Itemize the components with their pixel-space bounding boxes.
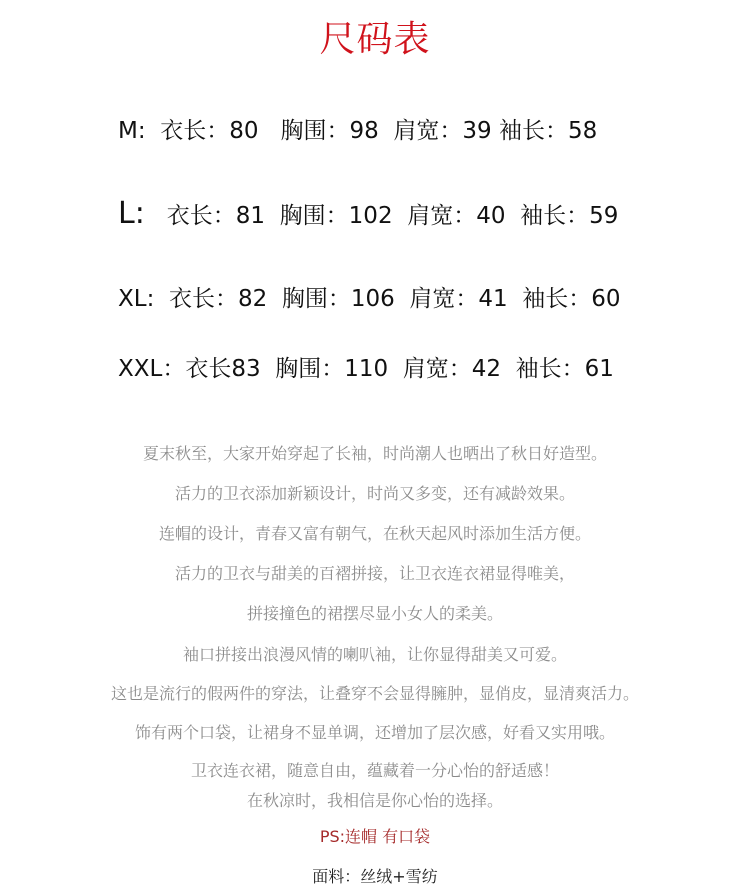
description-line: 连帽的设计，青春又富有朝气，在秋天起风时添加生活方便。	[158, 524, 591, 543]
length-value: 衣长：82	[168, 286, 268, 312]
length-value: 衣长83	[185, 356, 261, 382]
size-code: M:	[118, 118, 146, 144]
size-row-xxl	[0, 354, 750, 384]
chest-value: 胸围：110	[275, 356, 389, 382]
size-row-xl	[0, 284, 750, 314]
size-code: XXL：	[118, 356, 186, 382]
size-code: L:	[118, 196, 145, 231]
description-line: 夏末秋至，大家开始穿起了长袖，时尚潮人也晒出了秋日好造型。	[142, 444, 607, 463]
description-line: 活力的卫衣添加新颖设计，时尚又多变，还有减龄效果。	[174, 484, 575, 503]
shoulder-value: 肩宽：39	[393, 118, 492, 144]
length-value: 衣长：81	[166, 203, 266, 229]
ps-note: PS:连帽 有口袋	[319, 827, 431, 846]
description-line: 卫衣连衣裙，随意自由，蕴藏着一分心怡的舒适感！	[190, 761, 559, 780]
description-line: 这也是流行的假两件的穿法，让叠穿不会显得臃肿，显俏皮，显清爽活力。	[110, 684, 639, 703]
description-line: 活力的卫衣与甜美的百褶拼接，让卫衣连衣裙显得唯美，	[174, 564, 575, 583]
size-row-m	[0, 116, 750, 146]
sleeve-value: 袖长：59	[520, 203, 619, 229]
sleeve-value: 袖长：60	[522, 286, 621, 312]
description-line: 饰有两个口袋，让裙身不显单调，还增加了层次感，好看又实用哦。	[134, 723, 615, 742]
description-line: 拼接撞色的裙摆尽显小女人的柔美。	[246, 604, 503, 623]
fabric-info: 面料：丝绒+雪纺	[312, 867, 438, 886]
description-line: 袖口拼接出浪漫风情的喇叭袖，让你显得甜美又可爱。	[182, 645, 567, 664]
shoulder-value: 肩宽：42	[402, 356, 502, 382]
chest-value: 胸围：102	[279, 203, 393, 229]
sleeve-value: 袖长：58	[498, 118, 598, 144]
chest-value: 胸围：98	[280, 118, 379, 144]
length-value: 衣长：80	[160, 118, 259, 144]
shoulder-value: 肩宽：41	[409, 286, 508, 312]
sleeve-value: 袖长：61	[515, 356, 614, 382]
size-code: XL:	[118, 286, 155, 312]
chest-value: 胸围：106	[281, 286, 395, 312]
page-title: 尺码表	[319, 19, 431, 60]
shoulder-value: 肩宽：40	[407, 203, 506, 229]
size-row-l	[0, 196, 750, 231]
description-line: 在秋凉时，我相信是你心怡的选择。	[246, 791, 503, 810]
